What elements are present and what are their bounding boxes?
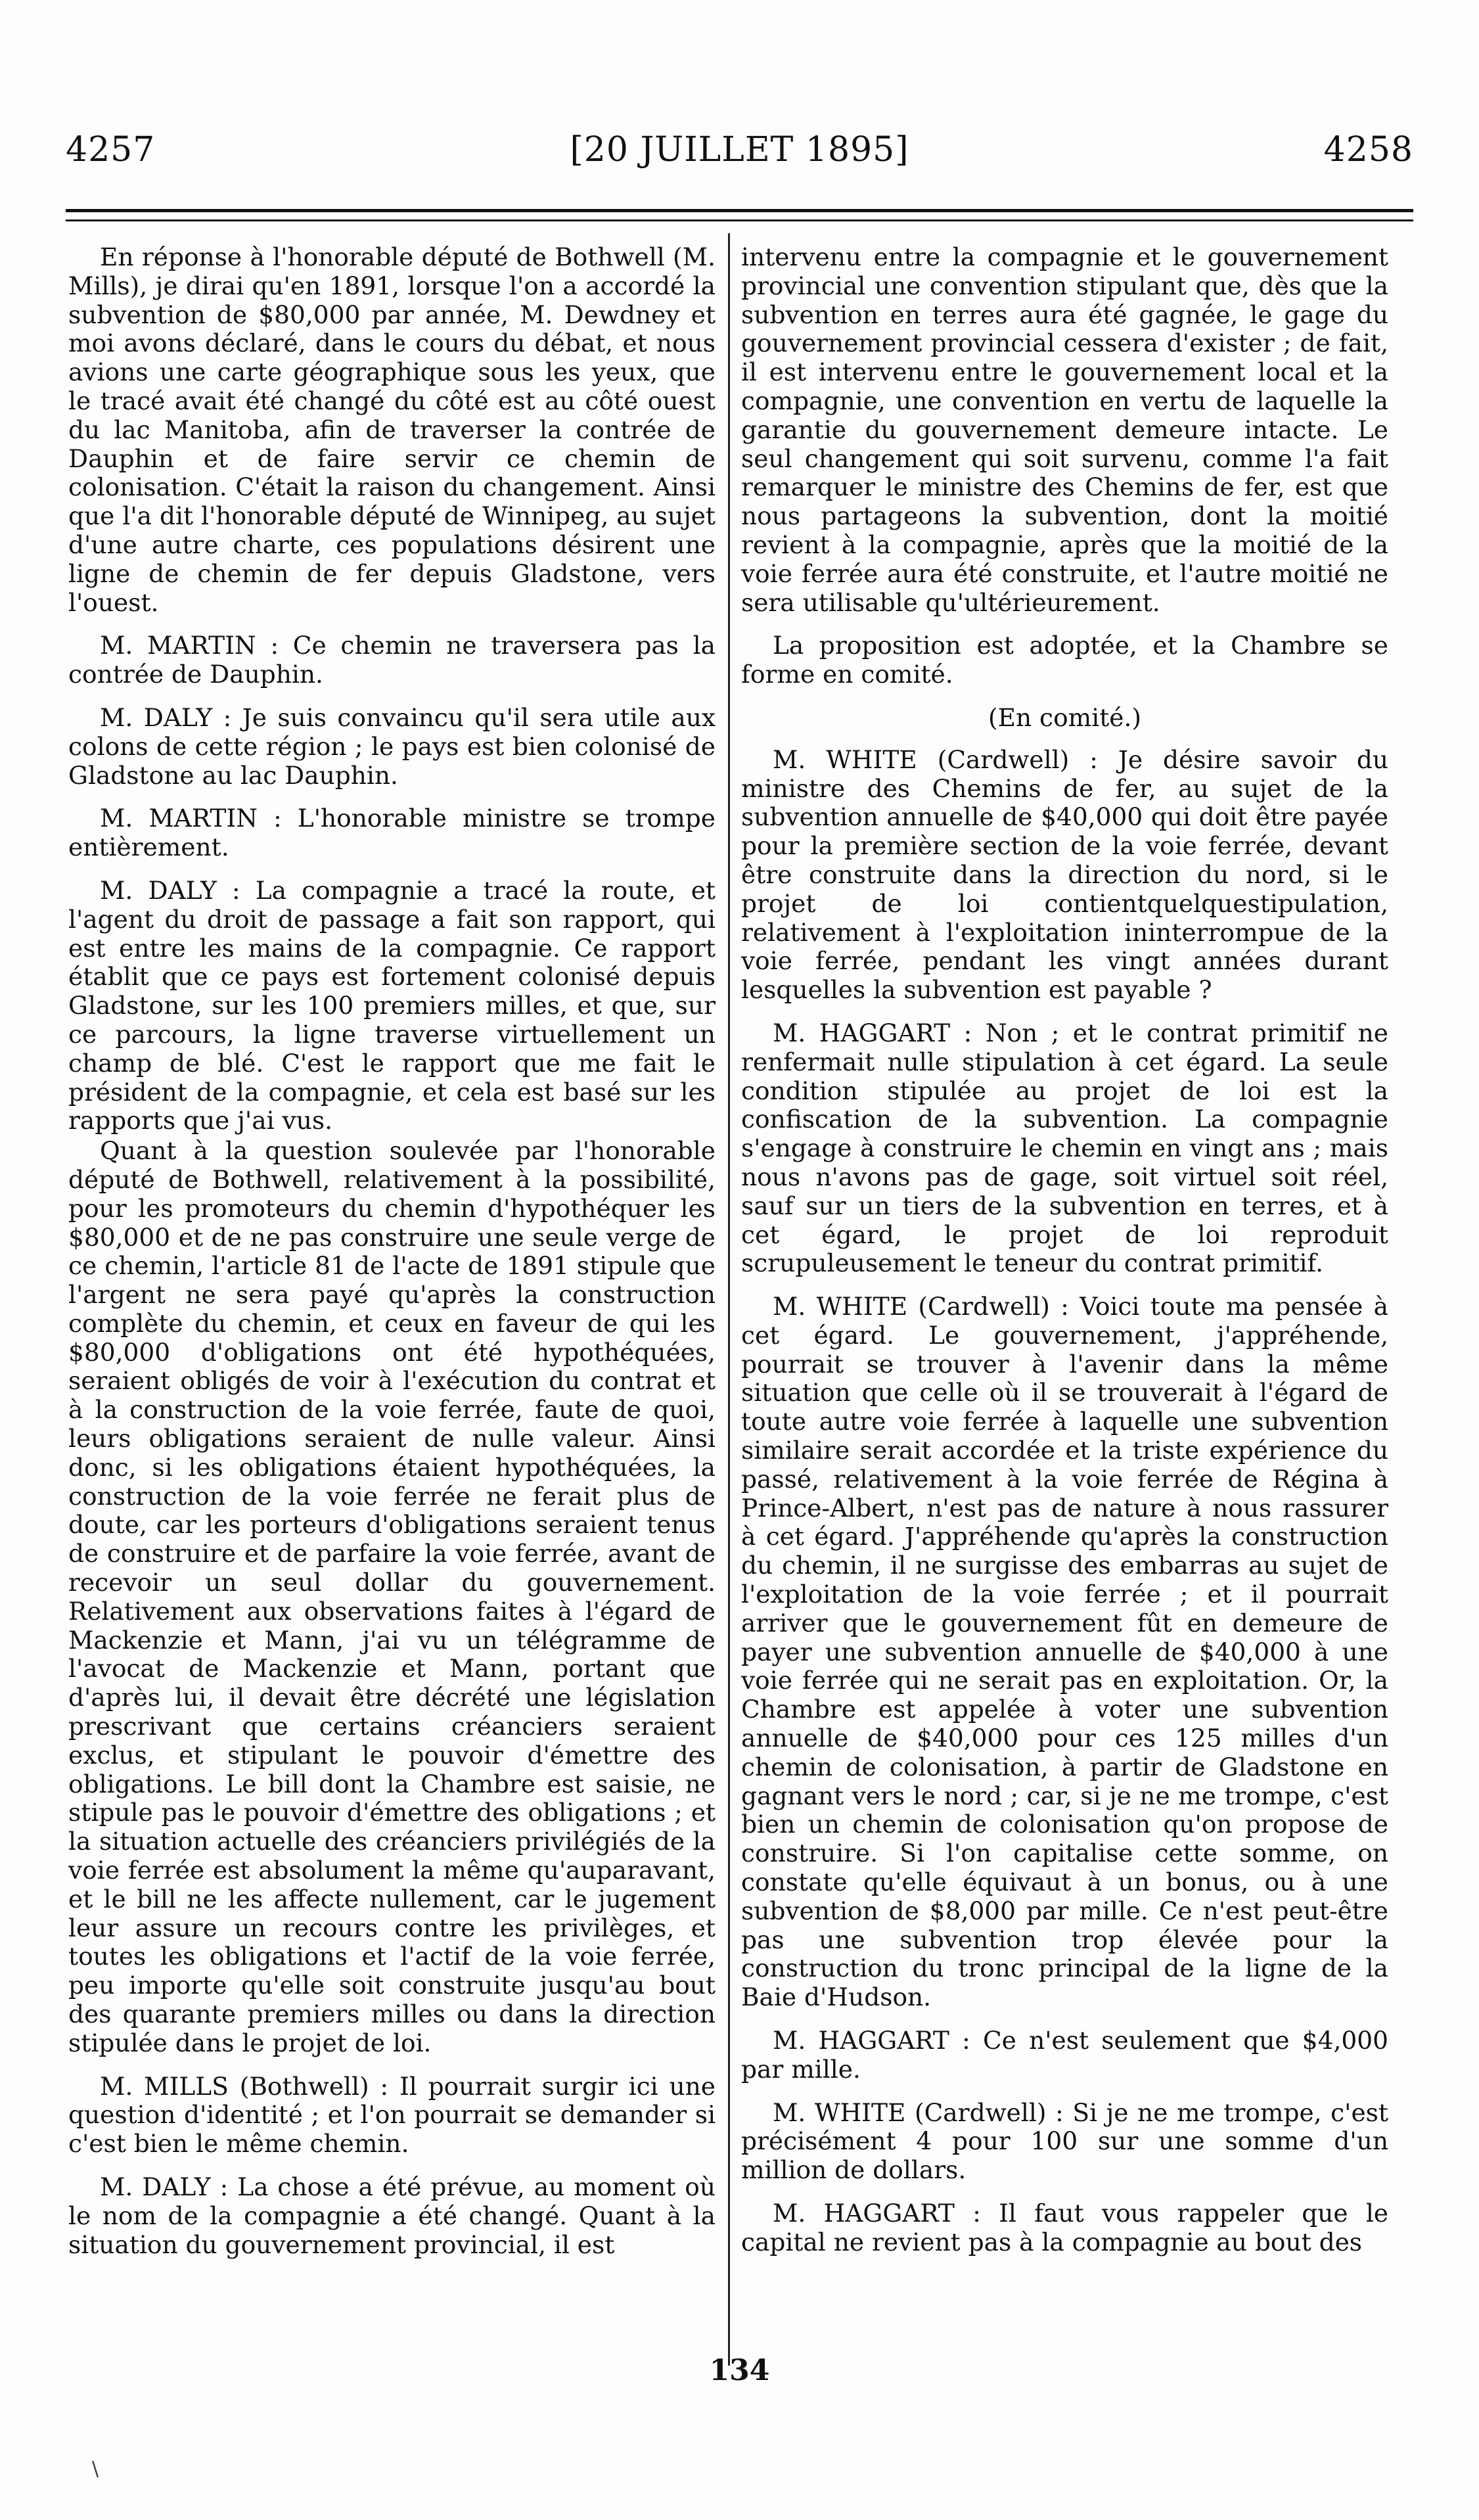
- section-heading: (En comité.): [988, 702, 1142, 732]
- paragraph: M. WHITE (Cardwell) : Si je ne me trompe, c'est précisément 4 pour 100 sur une somme d'un million de dollars.: [741, 2097, 1388, 2185]
- left-column-number: 4257: [66, 130, 156, 170]
- right-column-number: 4258: [1323, 130, 1413, 170]
- paragraph: Quant à la question soulevée par l'honorable député de Bothwell, relativement à la possibilité, pour les promoteurs du chemin d'hypothéquer les $80,000 et de ne pas construire une seule verge de ce chemin, l'article 81 de l'acte de 1891 stipule que l'argent ne sera payé qu'après la construction complète du chemin, et ceux en faveur de qui les $80,000 d'obligations ont été hypothéquées, seraient obligés de voir à l'exécution du contrat et à la construction de la voie ferrée, faute de quoi, leurs obligations seraient de nulle valeur. Ainsi donc, si les obligations étaient hypothéquées, la construction de la voie ferrée ne ferait plus de doute, car les porteurs d'obligations seraient tenus de construire et de parfaire la voie ferrée, avant de recevoir un seul dollar du gouvernement. Relativement aux observations faites à l'égard de Mackenzie et Mann, j'ai vu un télégramme de l'avocat de Mackenzie et Mann, portant que d'après lui, il devait être décrété une législation prescrivant que certains créanciers seraient exclus, et stipulant le pouvoir d'émettre des obligations. Le bill dont la Chambre est saisie, ne stipule pas le pouvoir d'émettre des obligations ; et la situation actuelle des créanciers privilégiés de la voie ferrée est absolument la même qu'auparavant, et le bill ne les affecte nullement, car le jugement leur assure un recours contre les privilèges, et toutes les obligations et l'actif de la voie ferrée, peu importe qu'elle soit construite jusqu'au bout des quarante premiers milles ou dans la direction stipulée dans le projet de loi.: [68, 1136, 716, 2057]
- column-separator: [728, 233, 730, 2366]
- paragraph: M. HAGGART : Non ; et le contrat primitif ne renfermait nulle stipulation à cet égard. La seule condition stipulée au projet de loi est la confiscation de la subvention. La compagnie s'engage à construire le chemin en vingt ans ; mais nous n'avons pas de gage, soit virtuel soit réel, sauf sur un tiers de la subvention en terres, et à cet égard, le projet de loi reproduit scrupuleusement le teneur du contrat primitif.: [741, 1018, 1388, 1278]
- paragraph: M. WHITE (Cardwell) : Voici toute ma pensée à cet égard. Le gouvernement, j'appréhende, pourrait se trouver à l'avenir dans la même situation que celle où il se trouverait à l'égard de toute autre voie ferrée à laquelle une subvention similaire serait accordée et la triste expérience du passé, relativement à la voie ferrée de Régina à Prince-Albert, n'est pas de nature à nous rassurer à cet égard. J'appréhende qu'après la construction du chemin, il ne surgisse des embarras au sujet de l'exploitation de la voie ferrée ; et il pourrait arriver que le gouvernement fût en demeure de payer une subvention annuelle de $40,000 à une voie ferrée qui ne serait pas en exploitation. Or, la Chambre est appelée à voter une subvention annuelle de $40,000 pour ces 125 milles d'un chemin de colonisation, à partir de Gladstone en gagnant vers le nord ; car, si je ne me trompe, c'est bien un chemin de colonisation qu'on propose de construire. Si l'on capitalise cette somme, on constate qu'elle équivaut à un bonus, ou à une subvention de $8,000 par mille. Ce n'est peut-être pas une subvention trop élevée pour la construction du tronc principal de la ligne de la Baie d'Hudson.: [741, 1292, 1388, 2012]
- right-column: [741, 243, 1388, 2258]
- paragraph: En réponse à l'honorable député de Bothwell (M. Mills), je dirai qu'en 1891, lorsque l'on a accordé la subvention de $80,000 par année, M. Dewdney et moi avons déclaré, dans le cours du débat, et nous avions une carte géographique sous les yeux, que le tracé avait été changé du côté est au côté ouest du lac Manitoba, afin de traverser la contrée de Dauphin et de faire servir ce chemin de colonisation. C'était la raison du changement. Ainsi que l'a dit l'honorable député de Winnipeg, au sujet d'une autre charte, ces populations désirent une ligne de chemin de fer depuis Gladstone, vers l'ouest.: [68, 242, 716, 617]
- header-rule-thick: [66, 209, 1413, 212]
- left-column: [68, 243, 716, 2260]
- page-number: 134: [709, 2354, 770, 2387]
- paragraph: M. MILLS (Bothwell) : Il pourrait surgir ici une question d'identité ; et l'on pourrait se demander si c'est bien le même chemin.: [68, 2071, 716, 2159]
- page-header: [66, 130, 1413, 183]
- paragraph: La proposition est adoptée, et la Chambre se forme en comité.: [741, 631, 1388, 689]
- stray-mark: \: [92, 2458, 99, 2481]
- paragraph: M. WHITE (Cardwell) : Je désire savoir du ministre des Chemins de fer, au sujet de la subvention annuelle de $40,000 qui doit être payée pour la première section de la voie ferrée, devant être construite dans la direction du nord, si le projet de loi contientquelquestipulation, relativement à l'exploitation ininterrompue de la voie ferrée, pendant les vingt années durant lesquelles la subvention est payable ?: [741, 745, 1388, 1005]
- paragraph: intervenu entre la compagnie et le gouvernement provincial une convention stipulant que, dès que la subvention en terres aura été gagnée, le gage du gouvernement provincial cessera d'exister ; de fait, il est intervenu entre le gouvernement local et la compagnie, une convention en vertu de laquelle la garantie du gouvernement demeure intacte. Le seul changement qui soit survenu, comme l'a fait remarquer le ministre des Chemins de fer, est que nous partageons la subvention, dont la moitié revient à la compagnie, après que la moitié de la voie ferrée aura été construite, et l'autre moitié ne sera utilisable qu'ultérieurement.: [741, 242, 1388, 617]
- paragraph: M. HAGGART : Il faut vous rappeler que le capital ne revient pas à la compagnie au bout des: [741, 2199, 1388, 2257]
- header-date: [20 JUILLET 1895]: [570, 130, 909, 170]
- paragraph: M. DALY : Je suis convaincu qu'il sera utile aux colons de cette région ; le pays est bien colonisé de Gladstone au lac Dauphin.: [68, 702, 716, 790]
- paragraph: M. HAGGART : Ce n'est seulement que $4,000 par mille.: [741, 2026, 1388, 2084]
- header-rule-thin: [66, 219, 1413, 221]
- paragraph: M. DALY : La compagnie a tracé la route, et l'agent du droit de passage a fait son rapport, qui est entre les mains de la compagnie. Ce rapport établit que ce pays est fortement colonisé depuis Gladstone, sur les 100 premiers milles, et que, sur ce parcours, la ligne traverse virtuellement un champ de blé. C'est le rapport que me fait le président de la compagnie, et cela est basé sur les rapports que j'ai vus.: [68, 875, 716, 1135]
- paragraph: M. MARTIN : L'honorable ministre se trompe entièrement.: [68, 804, 716, 862]
- paragraph: M. DALY : La chose a été prévue, au moment où le nom de la compagnie a été changé. Quant à la situation du gouvernement provincial, il est: [68, 2172, 716, 2259]
- paragraph: M. MARTIN : Ce chemin ne traversera pas la contrée de Dauphin.: [68, 631, 716, 689]
